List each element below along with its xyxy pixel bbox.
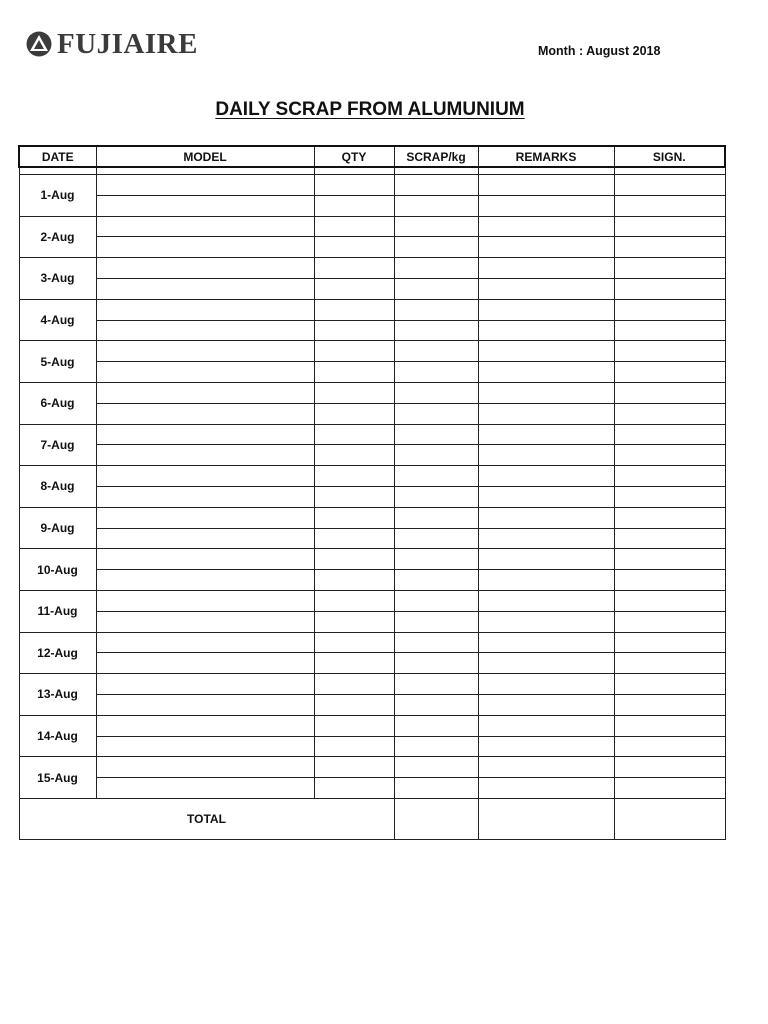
date-cell: 5-Aug — [19, 341, 96, 383]
scrap-cell[interactable] — [394, 216, 478, 237]
scrap-cell[interactable] — [394, 403, 478, 424]
remarks-cell[interactable] — [478, 445, 614, 466]
model-cell[interactable] — [96, 362, 314, 383]
scrap-cell[interactable] — [394, 299, 478, 320]
remarks-cell[interactable] — [478, 590, 614, 611]
sign-cell[interactable] — [614, 653, 725, 674]
date-cell: 11-Aug — [19, 590, 96, 632]
triangle-peak-icon — [26, 31, 52, 57]
table-header-row — [19, 146, 725, 167]
brand-header — [26, 26, 198, 62]
scrap-cell[interactable] — [394, 778, 478, 799]
table-row — [19, 694, 725, 715]
qty-cell[interactable] — [314, 611, 394, 632]
table-row — [19, 778, 725, 799]
model-cell[interactable] — [96, 507, 314, 528]
remarks-cell[interactable] — [478, 195, 614, 216]
sign-cell[interactable] — [614, 632, 725, 653]
table-row — [19, 549, 725, 570]
scrap-cell[interactable] — [394, 528, 478, 549]
remarks-cell[interactable] — [478, 674, 614, 695]
spacer-cell — [614, 167, 725, 175]
model-cell[interactable] — [96, 195, 314, 216]
model-cell[interactable] — [96, 486, 314, 507]
sign-cell[interactable] — [614, 362, 725, 383]
date-cell: 1-Aug — [19, 175, 96, 217]
qty-cell[interactable] — [314, 549, 394, 570]
brand-name: FUJIAIRE — [57, 27, 198, 60]
remarks-cell[interactable] — [478, 632, 614, 653]
qty-cell[interactable] — [314, 528, 394, 549]
spacer-cell — [19, 167, 96, 175]
scrap-cell[interactable] — [394, 341, 478, 362]
sign-cell[interactable] — [614, 299, 725, 320]
scrap-cell[interactable] — [394, 320, 478, 341]
total-row — [19, 798, 725, 839]
qty-cell[interactable] — [314, 590, 394, 611]
model-cell[interactable] — [96, 382, 314, 403]
remarks-cell[interactable] — [478, 570, 614, 591]
model-cell[interactable] — [96, 715, 314, 736]
scrap-cell[interactable] — [394, 424, 478, 445]
table-row — [19, 632, 725, 653]
qty-cell[interactable] — [314, 216, 394, 237]
model-cell[interactable] — [96, 653, 314, 674]
table-row — [19, 528, 725, 549]
model-cell[interactable] — [96, 611, 314, 632]
date-cell: 4-Aug — [19, 299, 96, 341]
remarks-cell[interactable] — [478, 237, 614, 258]
model-cell[interactable] — [96, 736, 314, 757]
scrap-cell[interactable] — [394, 237, 478, 258]
date-cell: 6-Aug — [19, 382, 96, 424]
remarks-cell[interactable] — [478, 362, 614, 383]
table-row — [19, 715, 725, 736]
scrap-cell[interactable] — [394, 570, 478, 591]
table-row — [19, 570, 725, 591]
remarks-cell[interactable] — [478, 528, 614, 549]
model-cell[interactable] — [96, 445, 314, 466]
scrap-cell[interactable] — [394, 694, 478, 715]
qty-cell[interactable] — [314, 674, 394, 695]
qty-cell[interactable] — [314, 570, 394, 591]
sign-cell[interactable] — [614, 590, 725, 611]
qty-cell[interactable] — [314, 237, 394, 258]
spacer-cell — [394, 167, 478, 175]
qty-cell[interactable] — [314, 757, 394, 778]
sign-cell[interactable] — [614, 466, 725, 487]
sign-cell[interactable] — [614, 341, 725, 362]
remarks-cell[interactable] — [478, 341, 614, 362]
table-row — [19, 403, 725, 424]
total-remarks-cell[interactable] — [478, 798, 614, 839]
col-header-date: DATE — [19, 146, 96, 167]
sign-cell[interactable] — [614, 195, 725, 216]
sign-cell[interactable] — [614, 549, 725, 570]
remarks-cell[interactable] — [478, 258, 614, 279]
scrap-cell[interactable] — [394, 278, 478, 299]
qty-cell[interactable] — [314, 632, 394, 653]
date-cell: 8-Aug — [19, 466, 96, 508]
table-row — [19, 237, 725, 258]
remarks-cell[interactable] — [478, 278, 614, 299]
qty-cell[interactable] — [314, 382, 394, 403]
date-cell: 7-Aug — [19, 424, 96, 466]
date-cell: 2-Aug — [19, 216, 96, 258]
table-row — [19, 175, 725, 196]
table-row — [19, 611, 725, 632]
scrap-cell[interactable] — [394, 195, 478, 216]
date-cell: 9-Aug — [19, 507, 96, 549]
month-label: Month : August 2018 — [538, 44, 661, 58]
sign-cell[interactable] — [614, 528, 725, 549]
scrap-cell[interactable] — [394, 486, 478, 507]
total-scrap-cell[interactable] — [394, 798, 478, 839]
model-cell[interactable] — [96, 237, 314, 258]
scrap-cell[interactable] — [394, 445, 478, 466]
spacer-cell — [314, 167, 394, 175]
qty-cell[interactable] — [314, 175, 394, 196]
date-cell: 13-Aug — [19, 674, 96, 716]
qty-cell[interactable] — [314, 341, 394, 362]
date-cell: 14-Aug — [19, 715, 96, 757]
model-cell[interactable] — [96, 341, 314, 362]
model-cell[interactable] — [96, 632, 314, 653]
sign-cell[interactable] — [614, 320, 725, 341]
sign-cell[interactable] — [614, 175, 725, 196]
table-row — [19, 757, 725, 778]
qty-cell[interactable] — [314, 299, 394, 320]
table-row — [19, 486, 725, 507]
remarks-cell[interactable] — [478, 216, 614, 237]
col-header-model: MODEL — [96, 146, 314, 167]
date-cell: 15-Aug — [19, 757, 96, 799]
qty-cell[interactable] — [314, 320, 394, 341]
table-row — [19, 466, 725, 487]
sign-cell[interactable] — [614, 736, 725, 757]
date-cell: 10-Aug — [19, 549, 96, 591]
total-sign-cell[interactable] — [614, 798, 725, 839]
scrap-cell[interactable] — [394, 549, 478, 570]
date-cell: 3-Aug — [19, 258, 96, 300]
scrap-cell[interactable] — [394, 258, 478, 279]
scrap-cell[interactable] — [394, 382, 478, 403]
sign-cell[interactable] — [614, 403, 725, 424]
scrap-cell[interactable] — [394, 653, 478, 674]
remarks-cell[interactable] — [478, 466, 614, 487]
scrap-cell[interactable] — [394, 362, 478, 383]
remarks-cell[interactable] — [478, 175, 614, 196]
qty-cell[interactable] — [314, 653, 394, 674]
model-cell[interactable] — [96, 175, 314, 196]
model-cell[interactable] — [96, 216, 314, 237]
scrap-cell[interactable] — [394, 175, 478, 196]
sign-cell[interactable] — [614, 674, 725, 695]
model-cell[interactable] — [96, 320, 314, 341]
table-row — [19, 278, 725, 299]
table-row — [19, 445, 725, 466]
qty-cell[interactable] — [314, 736, 394, 757]
table-row — [19, 341, 725, 362]
qty-cell[interactable] — [314, 278, 394, 299]
model-cell[interactable] — [96, 466, 314, 487]
sign-cell[interactable] — [614, 715, 725, 736]
model-cell[interactable] — [96, 674, 314, 695]
remarks-cell[interactable] — [478, 694, 614, 715]
remarks-cell[interactable] — [478, 653, 614, 674]
qty-cell[interactable] — [314, 445, 394, 466]
table-body — [19, 167, 725, 798]
qty-cell[interactable] — [314, 403, 394, 424]
model-cell[interactable] — [96, 403, 314, 424]
sign-cell[interactable] — [614, 278, 725, 299]
table-row — [19, 320, 725, 341]
qty-cell[interactable] — [314, 362, 394, 383]
qty-cell[interactable] — [314, 778, 394, 799]
table-row — [19, 362, 725, 383]
table-row — [19, 736, 725, 757]
scrap-cell[interactable] — [394, 466, 478, 487]
col-header-qty: QTY — [314, 146, 394, 167]
table-row — [19, 299, 725, 320]
sign-cell[interactable] — [614, 424, 725, 445]
table-row — [19, 424, 725, 445]
remarks-cell[interactable] — [478, 778, 614, 799]
qty-cell[interactable] — [314, 715, 394, 736]
table-row — [19, 590, 725, 611]
spacer-cell — [478, 167, 614, 175]
sign-cell[interactable] — [614, 258, 725, 279]
remarks-cell[interactable] — [478, 299, 614, 320]
remarks-cell[interactable] — [478, 507, 614, 528]
sign-cell[interactable] — [614, 445, 725, 466]
sign-cell[interactable] — [614, 778, 725, 799]
table-row — [19, 653, 725, 674]
model-cell[interactable] — [96, 258, 314, 279]
remarks-cell[interactable] — [478, 424, 614, 445]
model-cell[interactable] — [96, 590, 314, 611]
scrap-cell[interactable] — [394, 736, 478, 757]
scrap-cell[interactable] — [394, 632, 478, 653]
remarks-cell[interactable] — [478, 320, 614, 341]
model-cell[interactable] — [96, 424, 314, 445]
model-cell[interactable] — [96, 694, 314, 715]
table-row — [19, 258, 725, 279]
spacer-cell — [96, 167, 314, 175]
col-header-remarks: REMARKS — [478, 146, 614, 167]
scrap-cell[interactable] — [394, 674, 478, 695]
qty-cell[interactable] — [314, 507, 394, 528]
col-header-sign: SIGN. — [614, 146, 725, 167]
scrap-cell[interactable] — [394, 757, 478, 778]
table-row — [19, 216, 725, 237]
model-cell[interactable] — [96, 757, 314, 778]
model-cell[interactable] — [96, 570, 314, 591]
remarks-cell[interactable] — [478, 403, 614, 424]
remarks-cell[interactable] — [478, 736, 614, 757]
date-cell: 12-Aug — [19, 632, 96, 674]
remarks-cell[interactable] — [478, 549, 614, 570]
sign-cell[interactable] — [614, 382, 725, 403]
sign-cell[interactable] — [614, 216, 725, 237]
table-row — [19, 382, 725, 403]
remarks-cell[interactable] — [478, 382, 614, 403]
table-row — [19, 674, 725, 695]
remarks-cell[interactable] — [478, 757, 614, 778]
table-row — [19, 195, 725, 216]
page-title: DAILY SCRAP FROM ALUMUNIUM — [215, 99, 525, 120]
sign-cell[interactable] — [614, 570, 725, 591]
sign-cell[interactable] — [614, 757, 725, 778]
model-cell[interactable] — [96, 549, 314, 570]
scrap-cell[interactable] — [394, 611, 478, 632]
qty-cell[interactable] — [314, 486, 394, 507]
scrap-cell[interactable] — [394, 715, 478, 736]
scrap-table — [18, 145, 726, 840]
sign-cell[interactable] — [614, 507, 725, 528]
remarks-cell[interactable] — [478, 611, 614, 632]
model-cell[interactable] — [96, 278, 314, 299]
sign-cell[interactable] — [614, 611, 725, 632]
model-cell[interactable] — [96, 299, 314, 320]
remarks-cell[interactable] — [478, 715, 614, 736]
qty-cell[interactable] — [314, 424, 394, 445]
col-header-scrap: SCRAP/kg — [394, 146, 478, 167]
spacer-row — [19, 167, 725, 175]
qty-cell[interactable] — [314, 258, 394, 279]
remarks-cell[interactable] — [478, 486, 614, 507]
model-cell[interactable] — [96, 778, 314, 799]
total-label: TOTAL — [19, 798, 394, 839]
sign-cell[interactable] — [614, 694, 725, 715]
scrap-cell[interactable] — [394, 507, 478, 528]
sign-cell[interactable] — [614, 237, 725, 258]
sign-cell[interactable] — [614, 486, 725, 507]
qty-cell[interactable] — [314, 466, 394, 487]
qty-cell[interactable] — [314, 694, 394, 715]
model-cell[interactable] — [96, 528, 314, 549]
qty-cell[interactable] — [314, 195, 394, 216]
table-row — [19, 507, 725, 528]
scrap-cell[interactable] — [394, 590, 478, 611]
